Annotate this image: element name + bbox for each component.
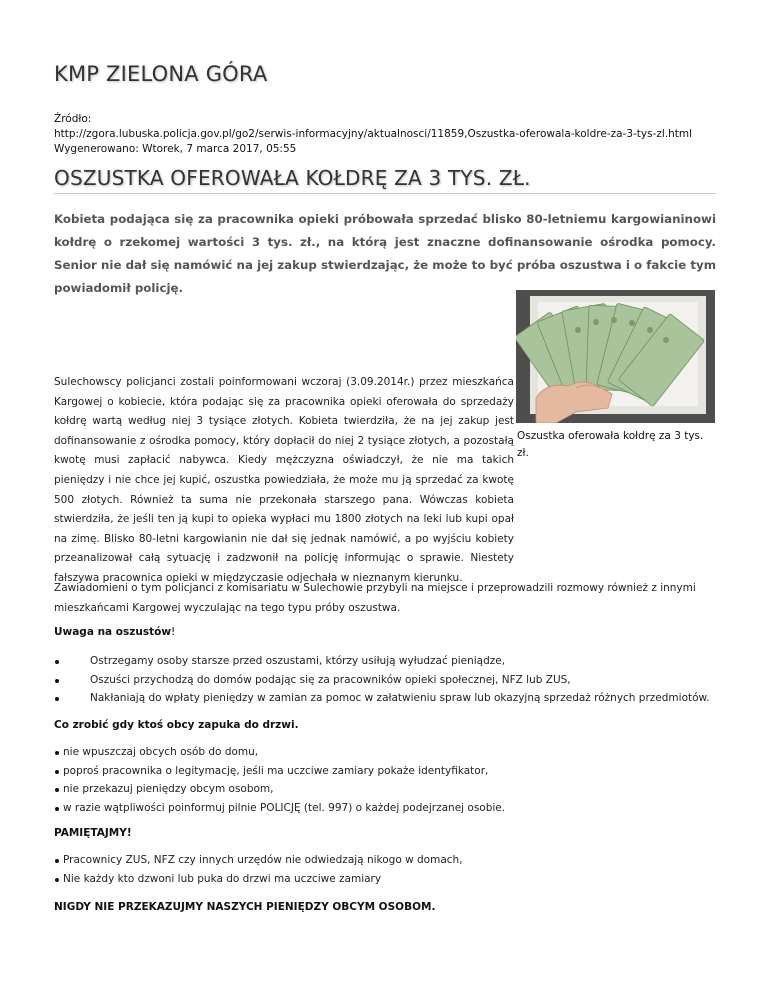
article-paragraph-2: Zawiadomieni o tym policjanci z komisariatu w Sulechowie przybyli na miejsce i przeprowadzili rozmowy również z innymi mieszkańcami Kargowej wyczulając na tego typu próby oszustwa. (54, 582, 696, 614)
article-title: OSZUSTKA OFEROWAŁA KOŁDRĘ ZA 3 TYS. ZŁ. (54, 166, 531, 190)
bullet-icon (55, 697, 59, 701)
warning-heading (54, 626, 175, 638)
list-item: w razie wątpliwości poinformuj pilnie POLICJĘ (tel. 997) o każdej podejrzanej osobie. (54, 799, 505, 818)
source-label: Źródło: (54, 113, 92, 125)
bullet-icon (55, 751, 59, 755)
money-in-box-illustration (516, 290, 715, 423)
what-to-do-heading: Co zrobić gdy ktoś obcy zapuka do drzwi. (54, 719, 299, 731)
generated-date: Wygenerowano: Wtorek, 7 marca 2017, 05:55 (54, 143, 297, 155)
bullet-icon (55, 807, 59, 811)
warning-list (54, 652, 710, 708)
bullet-icon (55, 770, 59, 774)
remember-heading: PAMIĘTAJMY! (54, 827, 132, 839)
list-item: Ostrzegamy osoby starsze przed oszustami, którzy usiłują wyłudzać pieniądze, (54, 652, 710, 671)
warning-heading-tail: ! (171, 626, 176, 638)
list-item: Oszuści przychodzą do domów podając się za pracowników opieki społecznej, NFZ lub ZUS, (54, 671, 710, 690)
what-to-do-list (54, 743, 505, 817)
article-paragraph-1: Sulechowscy policjanci zostali poinformowani wczoraj (3.09.2014r.) przez mieszkańca Kargowej o kobiecie, która podając się za pracownika opieki oferowała do sprzedaży kołdrę wartą według niej 3 tysiące złotych. Kobieta twierdziła, że na jej zakup jest dofinansowanie z ośrodka pomocy, który dopłacił do niej 2 tysiące złotych, a pozostałą kwotę musi zapłacić nabywca. Kiedy mężczyzna oświadczył, że nie ma takich pieniędzy i nie chce jej kupić, oszustka powiedziała, że może mu ją sprzedać za kwotę 500 złotych. Również ta suma nie przekonała starszego pana. Wówczas kobieta stwierdziła, że jeśli ten ją kupi to opieka wypłaci mu 1800 złotych na leki lub kupi opał na zimę. Blisko 80-letni kargowianin nie dał się jednak namówić, a po wyjściu kobiety przeanalizował całą sytuację i zadzwonił na policję informując o sprawie. Niestety fałszywa pracownica opieki w międzyczasie odjechała w nieznanym kierunku. (54, 376, 514, 584)
list-item: nie wpuszczaj obcych osób do domu, (54, 743, 505, 762)
site-title: KMP ZIELONA GÓRA (54, 62, 268, 86)
article-photo (516, 290, 715, 423)
source-block (54, 112, 692, 157)
article-lead: Kobieta podająca się za pracownika opieki próbowała sprzedać blisko 80-letniemu kargowianinowi kołdrę o rzekomej wartości 3 tys. zł., na którą jest znaczne dofinansowanie ośrodka pomocy. Senior nie dał się namówić na jej zakup stwierdzając, że może to być próba oszustwa i o fakcie tym powiadomił policję. (54, 212, 716, 295)
source-url[interactable]: http://zgora.lubuska.policja.gov.pl/go2/serwis-informacyjny/aktualnosci/11859,Oszustka-oferowala-koldre-za-3-tys-zl.html (54, 128, 693, 140)
list-item: Nakłaniają do wpłaty pieniędzy w zamian za pomoc w załatwieniu spraw lub okazyjną sprzedaż różnych przedmiotów. (54, 689, 710, 708)
bullet-icon (55, 788, 59, 792)
bullet-icon (55, 859, 59, 863)
remember-list (54, 851, 463, 888)
list-item: Pracownicy ZUS, NFZ czy innych urzędów nie odwiedzają nikogo w domach, (54, 851, 463, 870)
bullet-icon (55, 679, 59, 683)
closing-statement: NIGDY NIE PRZEKAZUJMY NASZYCH PIENIĘDZY OBCYM OSOBOM. (54, 901, 436, 913)
list-item: nie przekazuj pieniędzy obcym osobom, (54, 780, 505, 799)
list-item: Nie każdy kto dzwoni lub puka do drzwi ma uczciwe zamiary (54, 870, 463, 889)
bullet-icon (55, 660, 59, 664)
title-divider (54, 193, 716, 194)
bullet-icon (55, 878, 59, 882)
image-caption: Oszustka oferowała kołdrę za 3 tys. zł. (517, 430, 704, 459)
list-item: poproś pracownika o legitymację, jeśli ma uczciwe zamiary pokaże identyfikator, (54, 762, 505, 781)
warning-heading-bold: Uwaga na oszustów (54, 626, 172, 638)
